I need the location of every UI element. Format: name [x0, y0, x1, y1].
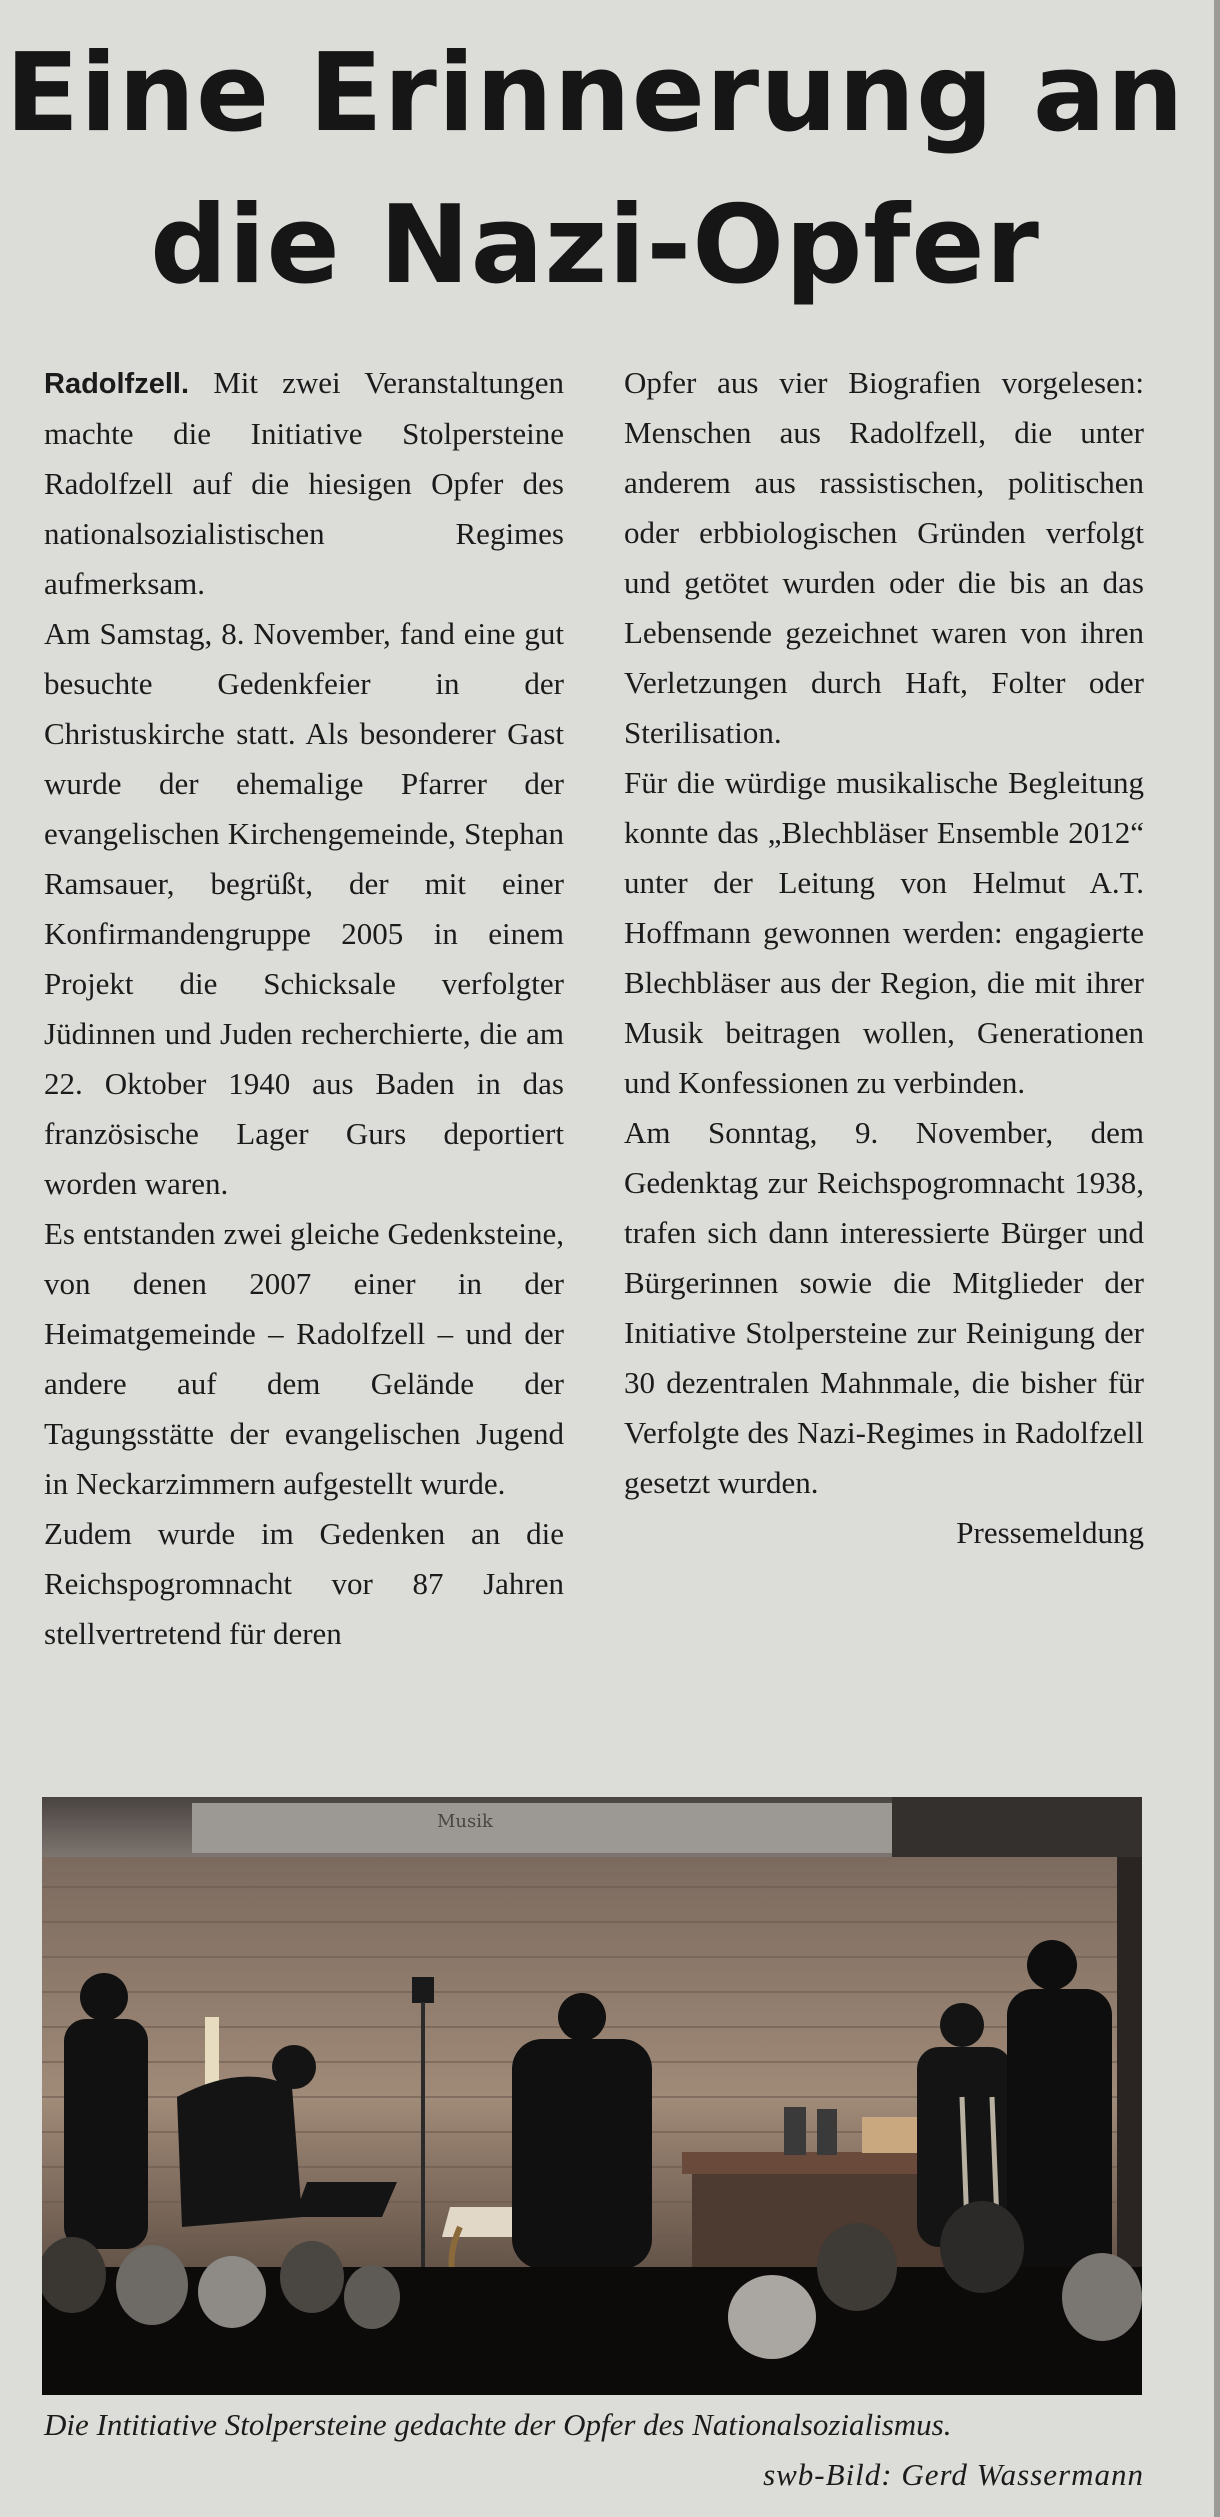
left-paragraph-4: Zudem wurde im Gedenken an die Reichspogromnacht vor 87 Jahren stellvertretend für deren — [44, 1516, 564, 1651]
paper-edge — [1214, 0, 1220, 2517]
left-paragraph-2: Am Samstag, 8. November, fand eine gut besuchte Gedenkfeier in der Christuskirche statt. Als besonderer Gast wurde der ehemalige Pfarrer der evangelischen Kirchengemeinde, Stephan Ramsauer, begrüßt, der mit einer Konfirmandengruppe 2005 in einem Projekt die Schicksale verfolgter Jüdinnen und Juden recherchierte, die am 22. Oktober 1940 aus Baden in das französische Lager Gurs deportiert worden waren. — [44, 616, 564, 1201]
photo-caption — [44, 2400, 1144, 2492]
article-headline — [0, 18, 1190, 322]
left-paragraph-1-text: Mit zwei Veranstaltungen machte die Initiative Stolpersteine Radolfzell auf die hiesigen Opfer des nationalsozialistischen Regimes aufmerksam. — [44, 365, 564, 601]
banner — [192, 1803, 912, 1853]
altar-cup-1 — [784, 2107, 806, 2155]
banner-text: Musik — [437, 1811, 493, 1832]
right-paragraph-2: Für die würdige musikalische Begleitung konnte das „Blechbläser Ensemble 2012“ unter der Leitung von Helmut A.T. Hoffmann gewonnen werden: engagierte Blechbläser aus der Region, die mit ihrer Musik beitragen wollen, Generationen und Konfessionen zu verbinden. — [624, 765, 1144, 1100]
upper-right-dark — [892, 1797, 1142, 1857]
right-paragraph-1: Opfer aus vier Biografien vorgelesen: Menschen aus Radolfzell, die unter anderem aus rassistischen, politischen oder erbbiologischen Gründen verfolgt und getötet wurden oder die bis an das Lebensende gezeichnet waren von ihren Verletzungen durch Haft, Folter oder Sterilisation. — [624, 365, 1144, 750]
article-body — [44, 358, 1144, 1659]
headline-line-1: Eine Erinnerung an — [5, 31, 1185, 156]
left-paragraph-3: Es entstanden zwei gleiche Gedenksteine, von denen 2007 einer in der Heimatgemeinde – Radolfzell – und der andere auf dem Gelände der Tagungsstätte der evangelischen Jugend in Neckarzimmern aufgestellt wurde. — [44, 1216, 564, 1501]
article-signature: Pressemeldung — [956, 1515, 1144, 1550]
headline-line-2: die Nazi-Opfer — [150, 183, 1040, 308]
left-paragraph-1 — [44, 358, 564, 609]
photo-credit: swb-Bild: Gerd Wassermann — [763, 2457, 1144, 2492]
caption-text: Die Intitiative Stolpersteine gedachte der Opfer des Nationalsozialismus. — [44, 2407, 952, 2442]
dateline: Radolfzell. — [44, 368, 190, 400]
left-column — [44, 358, 564, 1659]
microphone — [412, 1977, 434, 2003]
right-column — [624, 358, 1144, 1659]
altar-cup-2 — [817, 2109, 837, 2155]
right-pillar — [1117, 1857, 1142, 2297]
photo-illustration — [42, 1797, 1142, 2395]
article-photo — [42, 1797, 1142, 2395]
music-stand-left — [294, 2182, 397, 2217]
right-paragraph-3: Am Sonntag, 9. November, dem Gedenktag zur Reichspogromnacht 1938, trafen sich dann interessierte Bürger und Bürgerinnen sowie die Mitglieder der Initiative Stolpersteine zur Reinigung der 30 dezentralen Mahnmale, die bisher für Verfolgte des Nazi-Regimes in Radolfzell gesetzt wurden. — [624, 1115, 1144, 1500]
